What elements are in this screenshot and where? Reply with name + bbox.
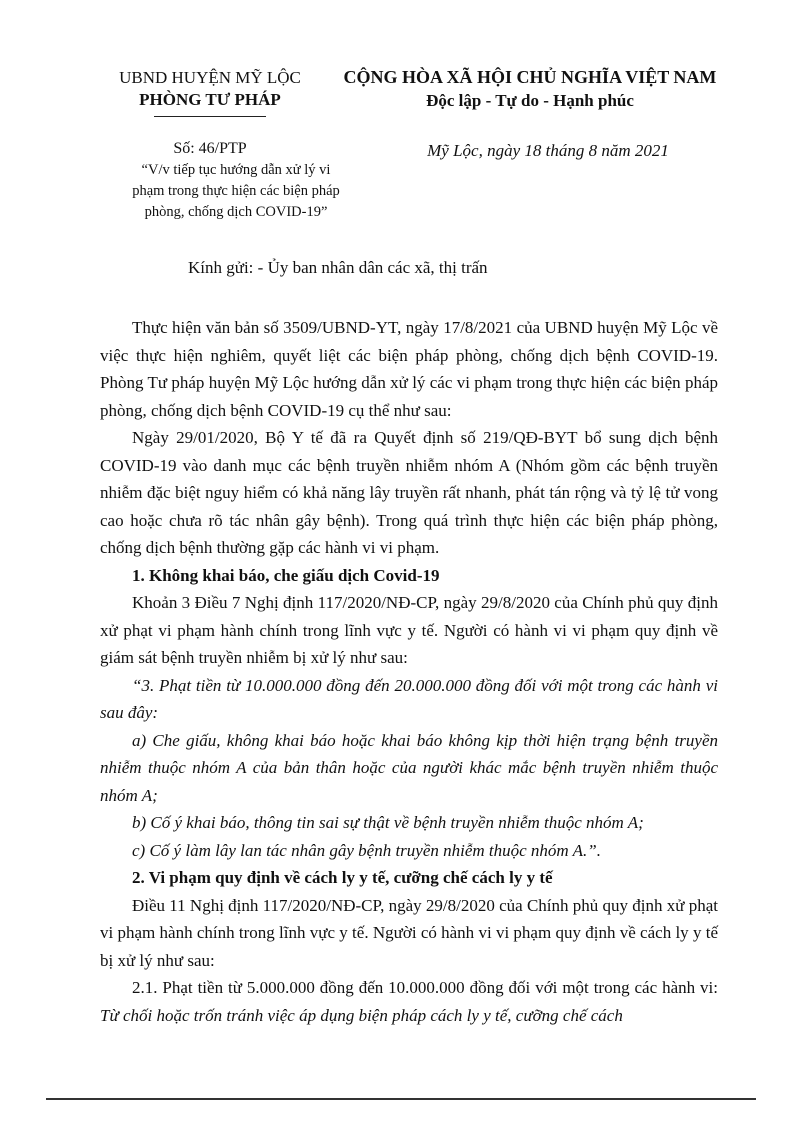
document-body xyxy=(100,314,718,1029)
paragraph-legal-basis-1: Khoản 3 Điều 7 Nghị định 117/2020/NĐ-CP, ngày 29/8/2020 của Chính phủ quy định xử phạt vi phạm hành chính trong lĩnh vực y tế. Người có hành vi vi phạm quy định về giám sát bệnh truyền nhiễm bị xử lý như sau: xyxy=(100,593,718,667)
national-motto: Độc lập - Tự do - Hạnh phúc xyxy=(426,91,634,110)
penalty-text: 2.1. Phạt tiền từ 5.000.000 đồng đến 10.000.000 đồng đối với một trong các hành vi: xyxy=(132,978,718,997)
document-number: Số: 46/PTP xyxy=(173,140,247,157)
penalty-text-italic: Từ chối hoặc trốn tránh việc áp dụng biện pháp cách ly y tế, cưỡng chế cách xyxy=(100,1005,623,1025)
department-name: PHÒNG TƯ PHÁP xyxy=(139,90,281,109)
document-subject: “V/v tiếp tục hướng dẫn xử lý vi phạm trong thực hiện các biện pháp phòng, chống dịch COVID-19” xyxy=(132,162,340,220)
document-date: Mỹ Lộc, ngày 18 tháng 8 năm 2021 xyxy=(427,141,669,160)
paragraph-legal-basis-2: Điều 11 Nghị định 117/2020/NĐ-CP, ngày 29/8/2020 của Chính phủ quy định xử phạt vi phạm hành chính trong lĩnh vực y tế. Người có hành vi vi phạm quy định về cách ly y tế bị xử lý như sau: xyxy=(100,895,718,970)
paragraph-intro: Thực hiện văn bản số 3509/UBND-YT, ngày 17/8/2021 của UBND huyện Mỹ Lộc về việc thực hiện nghiêm, quyết liệt các biện pháp phòng, chống dịch bệnh COVID-19. Phòng Tư pháp huyện Mỹ Lộc hướng dẫn xử lý các vi phạm trong thực hiện các biện pháp phòng, chống dịch bệnh COVID-19 cụ thể như sau: xyxy=(100,318,718,420)
page-bottom-rule xyxy=(46,1098,756,1100)
paragraph-penalty-2-1 xyxy=(100,974,718,1029)
quote-item-a: a) Che giấu, không khai báo hoặc khai báo không kịp thời hiện trạng bệnh truyền nhiễm thuộc nhóm A của bản thân hoặc của người khác mắc bệnh truyền nhiễm thuộc nhóm A; xyxy=(100,730,718,805)
section-heading-2: 2. Vi phạm quy định về cách ly y tế, cưỡng chế cách ly y tế xyxy=(132,868,553,887)
org-name: UBND HUYỆN MỸ LỘC xyxy=(119,68,301,87)
paragraph-background: Ngày 29/01/2020, Bộ Y tế đã ra Quyết định số 219/QĐ-BYT bổ sung dịch bệnh COVID-19 vào danh mục các bệnh truyền nhiễm nhóm A (Nhóm gồm các bệnh truyền nhiễm đặc biệt nguy hiểm có khả năng lây truyền rất nhanh, phát tán rộng và tỷ lệ tử vong cao hoặc chưa rõ tác nhân gây bệnh). Trong quá trình thực hiện các biện pháp phòng, chống dịch bệnh thường gặp các hành vi vi phạm. xyxy=(100,428,718,557)
department-underline xyxy=(154,116,266,117)
quote-penalty-clause: “3. Phạt tiền từ 10.000.000 đồng đến 20.000.000 đồng đối với một trong các hành vi sau đây: xyxy=(100,675,718,722)
quote-item-b: b) Cố ý khai báo, thông tin sai sự thật về bệnh truyền nhiễm thuộc nhóm A; xyxy=(132,813,644,832)
quote-item-c: c) Cố ý làm lây lan tác nhân gây bệnh truyền nhiễm thuộc nhóm A.”. xyxy=(132,840,601,860)
section-heading-1: 1. Không khai báo, che giấu dịch Covid-19 xyxy=(132,565,440,585)
recipient-line: Kính gửi: - Ủy ban nhân dân các xã, thị trấn xyxy=(188,258,488,277)
national-title: CỘNG HÒA XÃ HỘI CHỦ NGHĨA VIỆT NAM xyxy=(343,67,717,87)
